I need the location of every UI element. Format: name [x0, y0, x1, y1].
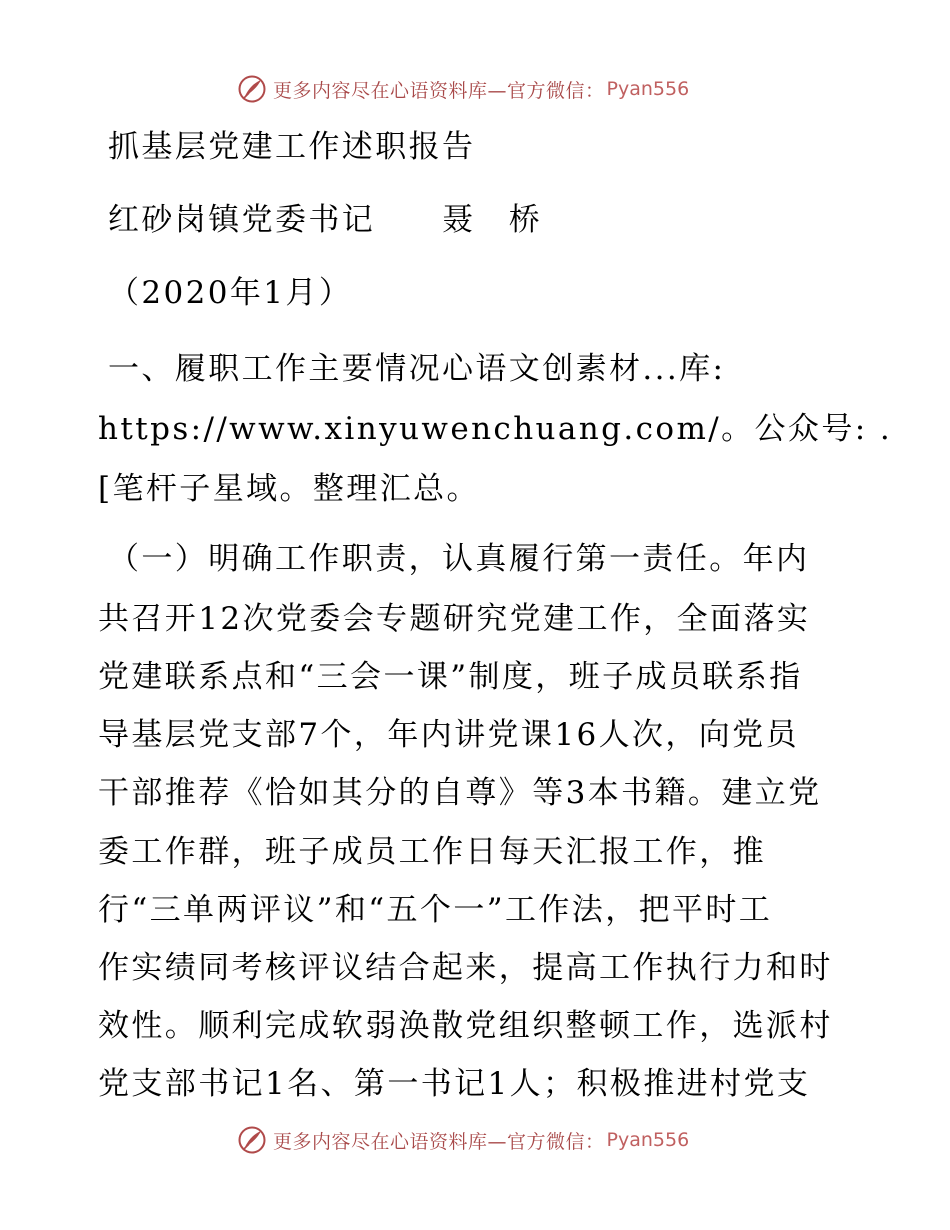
paragraph-line: 效性。顺利完成软弱涣散党组织整顿工作，选派村: [98, 1008, 833, 1044]
paragraph-line: （一）明确工作职责，认真履行第一责任。年内: [108, 541, 810, 577]
feather-quill-seal-icon: [237, 74, 267, 104]
document-title: 抓基层党建工作述职报告: [108, 129, 476, 165]
paragraph-line: 导基层党支部7个，年内讲党课16人次，向党员: [98, 717, 799, 753]
watermark-text: 更多内容尽在心语资料库—官方微信：: [273, 1130, 605, 1153]
watermark-text: 更多内容尽在心语资料库—官方微信：: [273, 79, 605, 102]
footer-watermark: [237, 1125, 757, 1155]
feather-quill-seal-icon: [237, 1125, 267, 1155]
paragraph-line: 作实绩同考核评议结合起来，提高工作执行力和时: [98, 950, 833, 986]
date-line: （2020年1月）: [108, 275, 353, 311]
paragraph-line: 党建联系点和“三会一课”制度，班子成员联系指: [98, 659, 803, 695]
section-heading-line: https://www.xinyuwenchuang.com/。公众号: .: [98, 411, 893, 447]
paragraph-line: 行“三单两评议”和“五个一”工作法，把平时工: [98, 892, 773, 928]
paragraph-line: 共召开12次党委会专题研究党建工作，全面落实: [98, 601, 811, 637]
paragraph-line: 委工作群，班子成员工作日每天汇报工作，推: [98, 834, 766, 870]
watermark-wechat-id: Pyan556: [606, 78, 690, 100]
header-watermark: [237, 74, 757, 104]
section-heading-line: [笔杆子星域。整理汇总。: [98, 471, 480, 507]
author-line: 红砂岗镇党委书记 聂 桥: [108, 202, 543, 238]
paragraph-line: 干部推荐《恰如其分的自尊》等3本书籍。建立党: [98, 775, 822, 811]
paragraph-line: 党支部书记1名、第一书记1人；积极推进村党支: [98, 1066, 811, 1102]
section-heading-line: 一、履职工作主要情况心语文创素材...库:: [108, 351, 726, 387]
watermark-wechat-id: Pyan556: [606, 1129, 690, 1151]
